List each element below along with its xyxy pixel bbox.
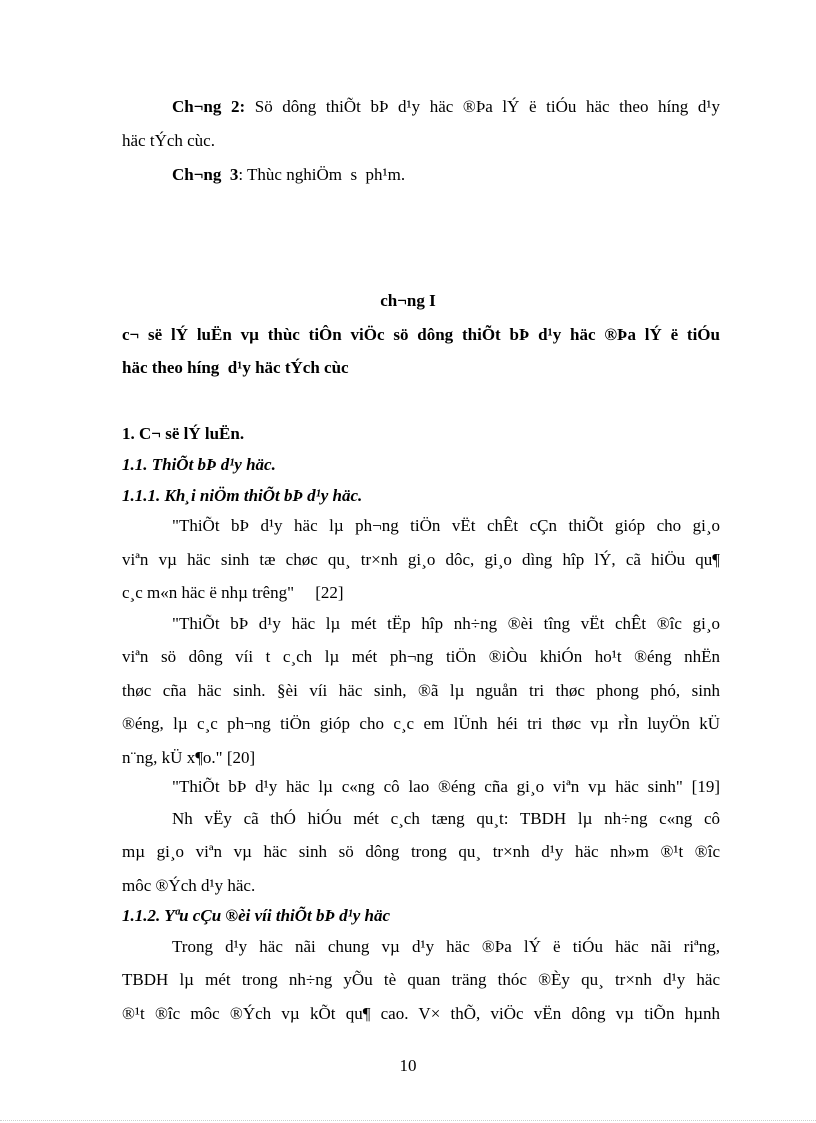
paragraph-1-line1: "ThiÕt bÞ d¹y häc lµ ph¬ng tiÖn vËt chÊt cÇn thiÕt gióp cho gi¸o [172, 516, 720, 535]
intro-chapter-3-line [172, 165, 405, 185]
chapter-title-line2: häc theo híng d¹y häc tÝch cùc [122, 358, 349, 377]
paragraph-2-line3: thøc cña häc sinh. §èi víi häc sinh, ®ã lµ nguån tri thøc phong phó, sinh [122, 681, 720, 700]
paragraph-1-line3: c¸c m«n häc ë nhµ trêng" [22] [122, 583, 344, 602]
paragraph-1-line2: viªn vµ häc sinh tæ chøc qu¸ tr×nh gi¸o dôc, gi¸o dìng hîp lÝ, cã hiÖu qu¶ [122, 550, 720, 569]
paragraph-4-line2: mµ gi¸o viªn vµ häc sinh sö dông trong qu¸ tr×nh d¹y häc nh»m ®¹t ®îc [122, 842, 720, 861]
intro-chapter-2-line1 [172, 97, 720, 117]
section-heading-1-1: 1.1. ThiÕt bÞ d¹y häc. [122, 455, 276, 474]
chapter-2-text: Sö dông thiÕt bÞ d¹y häc ®Þa lÝ ë tiÓu häc theo híng d¹y [245, 97, 720, 116]
chapter-title-line1: c¬ së lÝ luËn vµ thùc tiÔn viÖc sö dông thiÕt bÞ d¹y häc ®Þa lÝ ë tiÓu [122, 325, 720, 344]
section-heading-1: 1. C¬ së lÝ luËn. [122, 424, 245, 443]
chapter-3-label: Ch¬ng 3 [172, 165, 239, 184]
paragraph-4-line1: Nh vËy cã thÓ hiÓu mét c¸ch tæng qu¸t: TBDH lµ nh÷ng c«ng cô [172, 809, 720, 828]
paragraph-2-line4: ®éng, lµ c¸c ph¬ng tiÖn gióp cho c¸c em lÜnh héi tri thøc vµ rÌn luyÖn kÜ [122, 714, 720, 733]
intro-chapter-2-line2: häc tÝch cùc. [122, 131, 215, 150]
paragraph-4-line3: môc ®Ých d¹y häc. [122, 876, 256, 895]
section-heading-1-1-2: 1.1.2. Yªu cÇu ®èi víi thiÕt bÞ d¹y häc [122, 906, 391, 925]
paragraph-5-line3: ®¹t ®îc môc ®Ých vµ kÕt qu¶ cao. V× thÕ, viÖc vËn dông vµ tiÕn hµnh [122, 1004, 720, 1023]
page-number: 10 [399, 1056, 417, 1075]
paragraph-5-line2: TBDH lµ mét trong nh÷ng yÕu tè quan träng thóc ®Èy qu¸ tr×nh d¹y häc [122, 970, 720, 989]
chapter-3-text: : Thùc nghiÖm s ph¹m. [238, 165, 406, 184]
page-bottom-rule [0, 1120, 816, 1121]
section-heading-1-1-1: 1.1.1. Kh¸i niÖm thiÕt bÞ d¹y häc. [122, 486, 363, 505]
paragraph-2-line5: n¨ng, kÜ x¶o." [20] [122, 748, 256, 767]
paragraph-2-line1: "ThiÕt bÞ d¹y häc lµ mét tËp hîp nh÷ng ®èi tîng vËt chÊt ®îc gi¸o [172, 614, 720, 633]
paragraph-3-line1: "ThiÕt bÞ d¹y häc lµ c«ng cô lao ®éng cña gi¸o viªn vµ häc sinh" [19] [172, 777, 720, 796]
chapter-heading: ch¬ng I [380, 291, 436, 310]
paragraph-2-line2: viªn sö dông víi t c¸ch lµ mét ph¬ng tiÖn ®iÒu khiÓn ho¹t ®éng nhËn [122, 647, 720, 666]
paragraph-5-line1: Trong d¹y häc nãi chung vµ d¹y häc ®Þa lÝ ë tiÓu häc nãi riªng, [172, 937, 720, 956]
chapter-2-label: Ch¬ng 2: [172, 97, 246, 116]
